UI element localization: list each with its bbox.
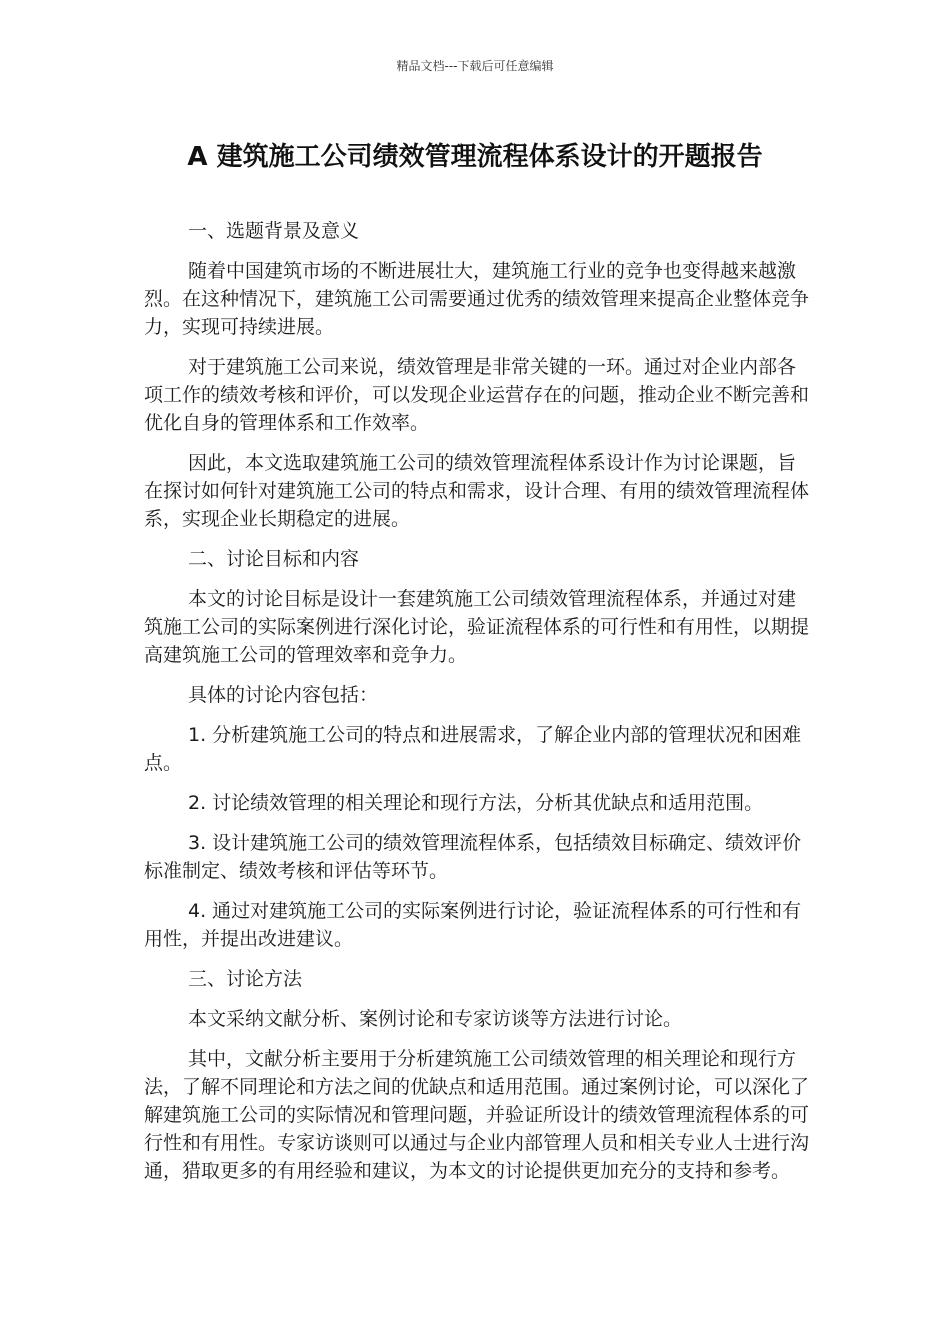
document-body bbox=[144, 217, 810, 1197]
paragraph: 本文采纳文献分析、案例讨论和专家访谈等方法进行讨论。 bbox=[188, 1008, 683, 1030]
list-item: 3. 设计建筑施工公司的绩效管理流程体系，包括绩效目标确定、绩效评价标准制定、绩效考核和评估等环节。 bbox=[144, 832, 802, 882]
section-heading-background: 一、选题背景及意义 bbox=[188, 220, 360, 242]
section-heading-methods: 三、讨论方法 bbox=[188, 968, 303, 990]
document-title: A 建筑施工公司绩效管理流程体系设计的开题报告 bbox=[187, 142, 763, 172]
paragraph: 随着中国建筑市场的不断进展壮大，建筑施工行业的竞争也变得越来越激烈。在这种情况下，建筑施工公司需要通过优秀的绩效管理来提高企业整体竞争力，实现可持续进展。 bbox=[144, 260, 810, 338]
paragraph: 具体的讨论内容包括： bbox=[188, 684, 379, 706]
paragraph: 本文的讨论目标是设计一套建筑施工公司绩效管理流程体系，并通过对建筑施工公司的实际案例进行深化讨论，验证流程体系的可行性和有用性，以期提高建筑施工公司的管理效率和竞争力。 bbox=[144, 588, 810, 666]
paragraph: 其中，文献分析主要用于分析建筑施工公司绩效管理的相关理论和现行方法，了解不同理论和方法之间的优缺点和适用范围。通过案例讨论，可以深化了解建筑施工公司的实际情况和管理问题，并验证所设计的绩效管理流程体系的可行性和有用性。专家访谈则可以通过与企业内部管理人员和相关专业人士进行沟通，猎取更多的有用经验和建议，为本文的讨论提供更加充分的支持和参考。 bbox=[144, 1048, 810, 1182]
paragraph: 对于建筑施工公司来说，绩效管理是非常关键的一环。通过对企业内部各项工作的绩效考核和评价，可以发现企业运营存在的问题，推动企业不断完善和优化自身的管理体系和工作效率。 bbox=[144, 356, 810, 434]
list-item: 1. 分析建筑施工公司的特点和进展需求，了解企业内部的管理状况和困难点。 bbox=[144, 724, 802, 774]
list-item: 4. 通过对建筑施工公司的实际案例进行讨论，验证流程体系的可行性和有用性，并提出改进建议。 bbox=[144, 900, 802, 950]
list-item: 2. 讨论绩效管理的相关理论和现行方法，分析其优缺点和适用范围。 bbox=[188, 792, 764, 814]
header-note: 精品文档---下载后可任意编辑 bbox=[396, 59, 554, 73]
section-heading-goals: 二、讨论目标和内容 bbox=[188, 548, 360, 570]
paragraph: 因此，本文选取建筑施工公司的绩效管理流程体系设计作为讨论课题，旨在探讨如何针对建筑施工公司的特点和需求，设计合理、有用的绩效管理流程体系，实现企业长期稳定的进展。 bbox=[144, 452, 810, 530]
